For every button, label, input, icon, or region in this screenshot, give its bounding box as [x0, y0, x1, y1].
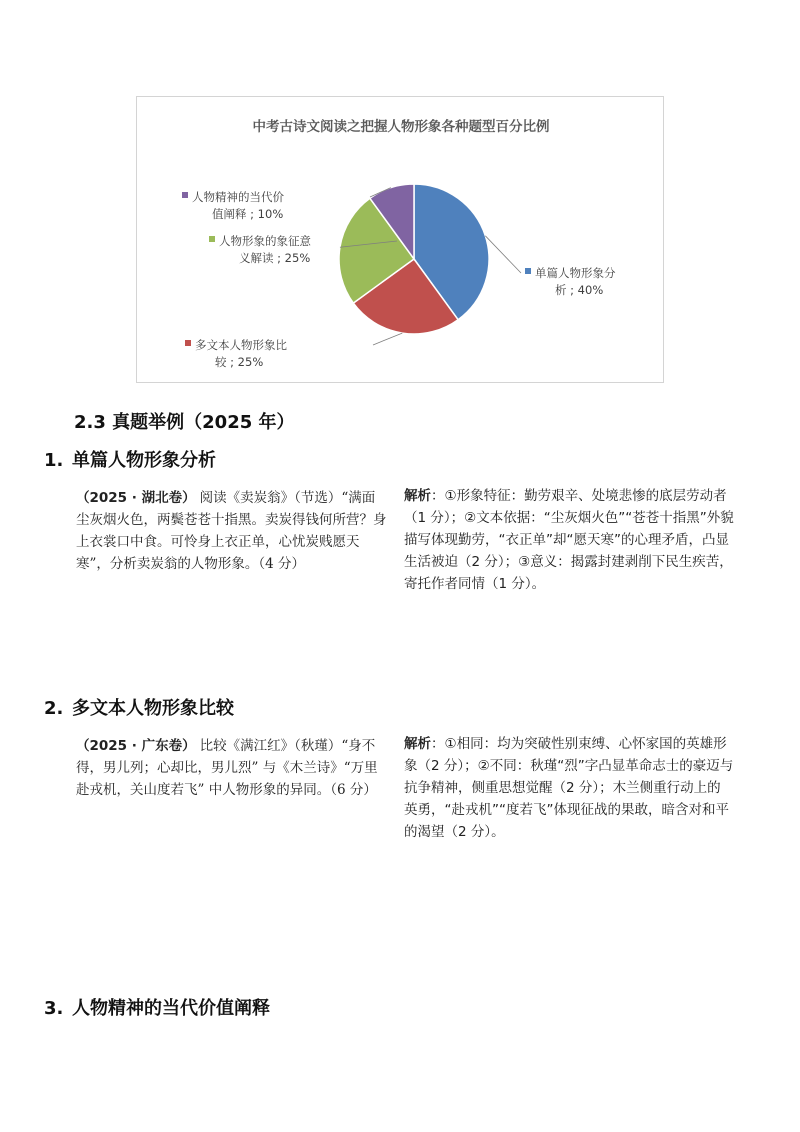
leader-line-2 [373, 333, 402, 345]
label-marker-2 [185, 340, 191, 346]
item-1-answer-text: ：①形象特征：勤劳艰辛、处境悲惨的底层劳动者（1 分）；②文本依据：“尘灰烟火色”“苍苍十指黑”外貌描写体现勤劳，“衣正单”却“愿天寒”的心理矛盾，凸显生活被迫（2 分）；③意义：揭露封建剥削下民生疾苦，寄托作者同情（1 分）。 [404, 488, 734, 592]
section-heading: 2.3 真题举例（2025 年） [74, 412, 295, 433]
item-2-heading [44, 694, 234, 720]
item-1-question-text: 阅读《卖炭翁》（节选）“满面尘灰烟火色，两鬓苍苍十指黑。卖炭得钱何所营？身上衣裳口中食。可怜身上衣正单，心忧炭贱愿天寒”，分析卖炭翁的人物形象。（4 分） [76, 490, 387, 572]
slice-label-4-line-1: 人物精神的当代价 [192, 190, 284, 204]
slice-label-1-line-2: 析 ; 40% [555, 283, 604, 297]
item-2-answer-label: 解析 [404, 736, 431, 752]
label-marker-4 [182, 192, 188, 198]
leader-line-1 [485, 236, 521, 273]
item-2-title: 多文本人物形象比较 [72, 698, 234, 719]
item-3-title: 人物精神的当代价值阐释 [72, 998, 270, 1019]
slice-label-2-line-2: 较 ; 25% [215, 355, 264, 369]
pie-chart-svg [137, 97, 665, 384]
pie-chart [136, 96, 664, 383]
item-1-title: 单篇人物形象分析 [72, 450, 216, 471]
slice-label-3-line-2: 义解读 ; 25% [239, 251, 311, 265]
item-3-heading [44, 994, 270, 1020]
item-2-question-text: 比较《满江红》（秋瑾）“身不得，男儿列；心却比，男儿烈” 与《木兰诗》“万里赴戎机，关山度若飞” 中人物形象的异同。（6 分） [76, 738, 378, 798]
item-1-number: 1. [44, 450, 64, 471]
item-3-number: 3. [44, 998, 64, 1019]
slice-label-2-line-1: 多文本人物形象比 [195, 338, 287, 352]
slice-label-4-line-2: 值阐释 ; 10% [212, 207, 284, 221]
item-1-question [76, 487, 388, 575]
item-1-source: （2025 · 湖北卷） [76, 490, 196, 506]
item-2-number: 2. [44, 698, 64, 719]
item-1-heading [44, 446, 216, 472]
item-2-question [76, 735, 388, 801]
label-marker-1 [525, 268, 531, 274]
slice-label-3-line-1: 人物形象的象征意 [219, 234, 311, 248]
item-2-answer [404, 733, 734, 843]
item-1-answer-label: 解析 [404, 488, 431, 504]
slice-label-1-line-1: 单篇人物形象分 [535, 266, 616, 280]
chart-title: 中考古诗文阅读之把握人物形象各种题型百分比例 [252, 119, 550, 135]
label-marker-3 [209, 236, 215, 242]
item-1-answer [404, 485, 734, 595]
item-2-source: （2025 · 广东卷） [76, 738, 196, 754]
item-2-answer-text: ：①相同：均为突破性别束缚、心怀家国的英雄形象（2 分）；②不同：秋瑾“烈”字凸显革命志士的豪迈与抗争精神，侧重思想觉醒（2 分）；木兰侧重行动上的英勇，“赴戎机”“度若飞”体现征战的果敢，暗含对和平的渴望（2 分）。 [404, 736, 734, 840]
